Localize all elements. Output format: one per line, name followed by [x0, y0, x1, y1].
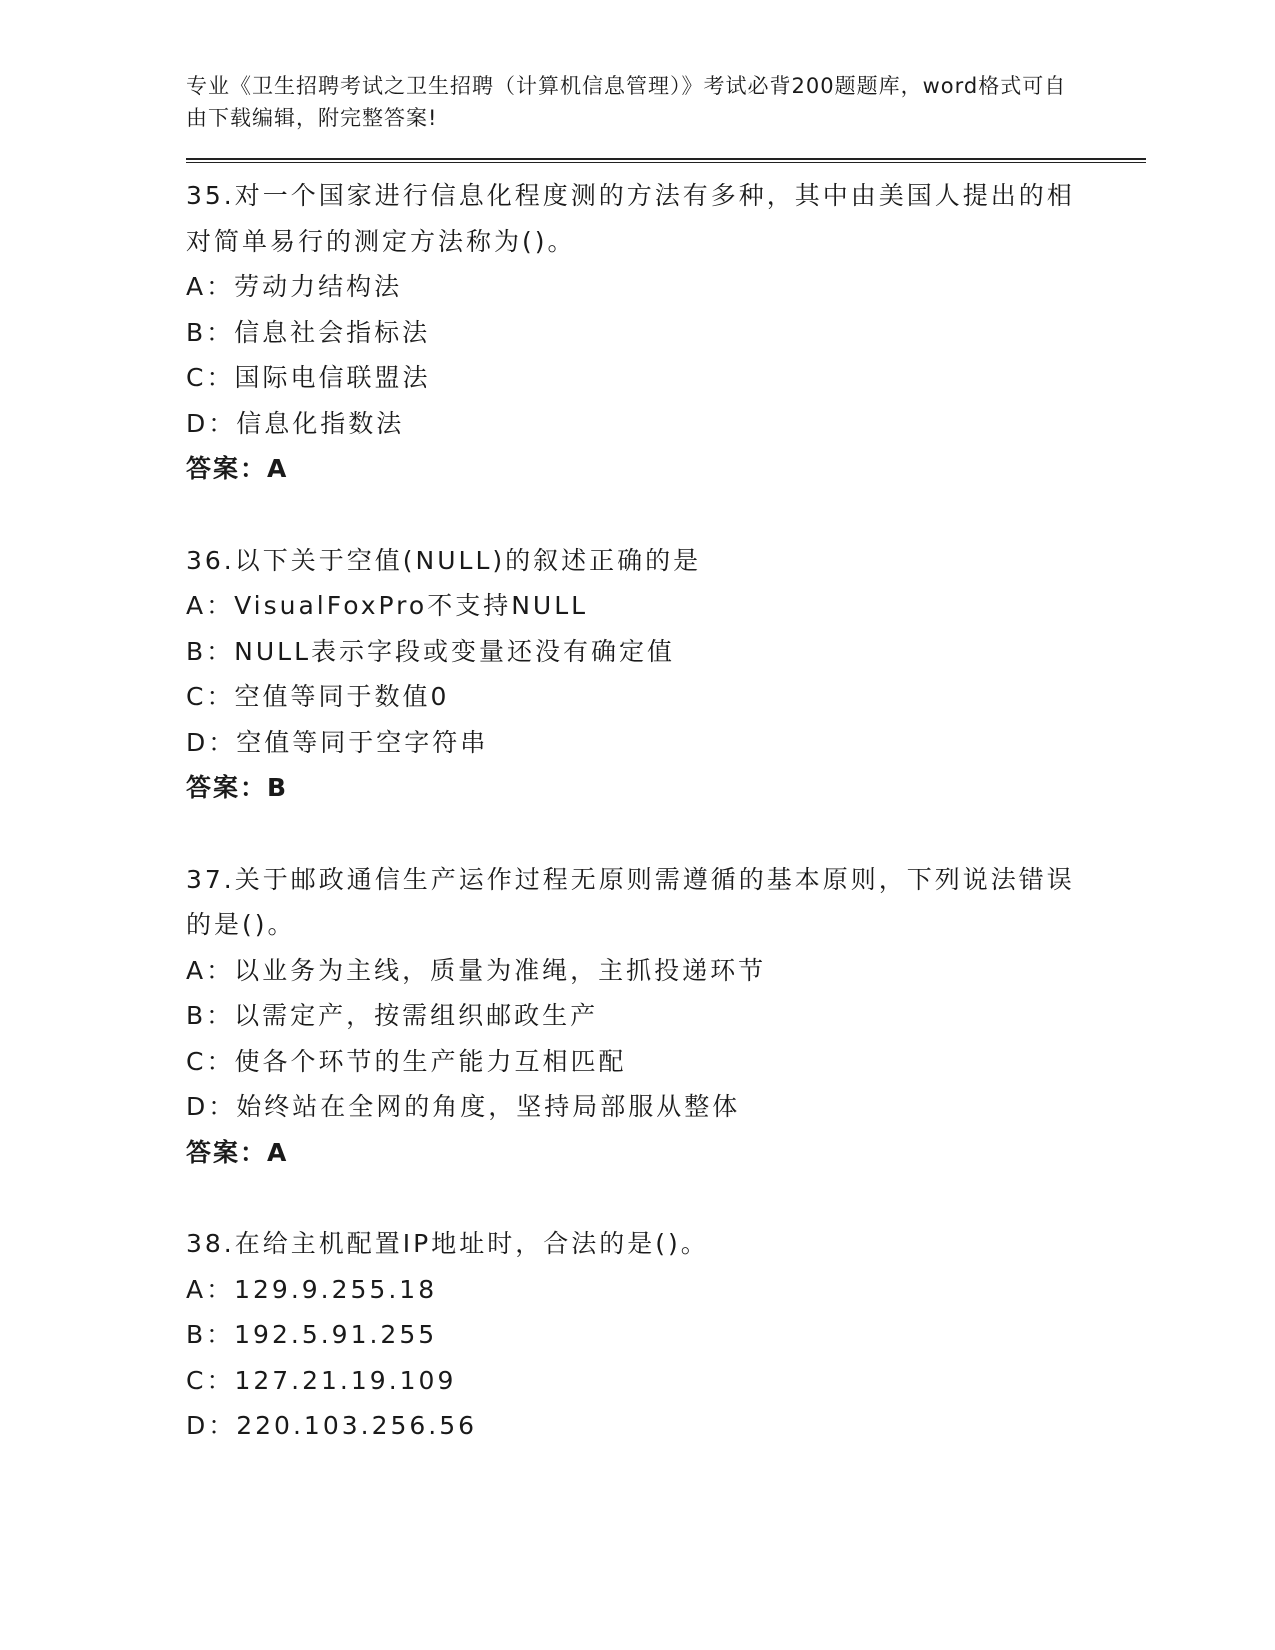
- option-d: D：始终站在全网的角度，坚持局部服从整体: [186, 1092, 741, 1121]
- option-b: B：信息社会指标法: [186, 317, 431, 347]
- option-c: C：127.21.19.109: [186, 1365, 457, 1395]
- answer-line: 答案：A: [186, 1137, 289, 1167]
- question-stem: 36.以下关于空值(NULL)的叙述正确的是: [186, 545, 702, 575]
- question-35: [186, 173, 1146, 492]
- option-a: A：劳动力结构法: [186, 272, 403, 301]
- question-stem: 38.在给主机配置IP地址时，合法的是()。: [186, 1229, 709, 1258]
- option-d: D：信息化指数法: [186, 408, 405, 438]
- question-37: [186, 857, 1146, 1176]
- question-stem: 35.对一个国家进行信息化程度测的方法有多种，其中由美国人提出的相对简单易行的测定方法称为()。: [186, 181, 1075, 256]
- option-b: B：NULL表示字段或变量还没有确定值: [186, 636, 676, 666]
- option-b: B：192.5.91.255: [186, 1320, 438, 1349]
- question-stem: 37.关于邮政通信生产运作过程无原则需遵循的基本原则，下列说法错误的是()。: [186, 864, 1075, 939]
- header-divider: [186, 158, 1146, 163]
- option-a: A：129.9.255.18: [186, 1274, 438, 1304]
- option-b: B：以需定产，按需组织邮政生产: [186, 1001, 599, 1030]
- question-36: [186, 538, 1146, 811]
- document-header: 专业《卫生招聘考试之卫生招聘（计算机信息管理）》考试必背200题题库，word格式可自由下载编辑，附完整答案!: [186, 74, 1067, 130]
- option-d: D：220.103.256.56: [186, 1411, 478, 1440]
- question-38: [186, 1221, 1146, 1449]
- option-a: A：VisualFoxPro不支持NULL: [186, 591, 589, 620]
- document-page: [186, 70, 1146, 1449]
- option-a: A：以业务为主线，质量为准绳，主抓投递环节: [186, 955, 767, 985]
- answer-line: 答案：A: [186, 454, 289, 483]
- option-c: C：国际电信联盟法: [186, 363, 431, 392]
- option-c: C：使各个环节的生产能力互相匹配: [186, 1046, 627, 1076]
- option-d: D：空值等同于空字符串: [186, 727, 489, 757]
- answer-line: 答案：B: [186, 773, 289, 802]
- option-c: C：空值等同于数值0: [186, 682, 450, 711]
